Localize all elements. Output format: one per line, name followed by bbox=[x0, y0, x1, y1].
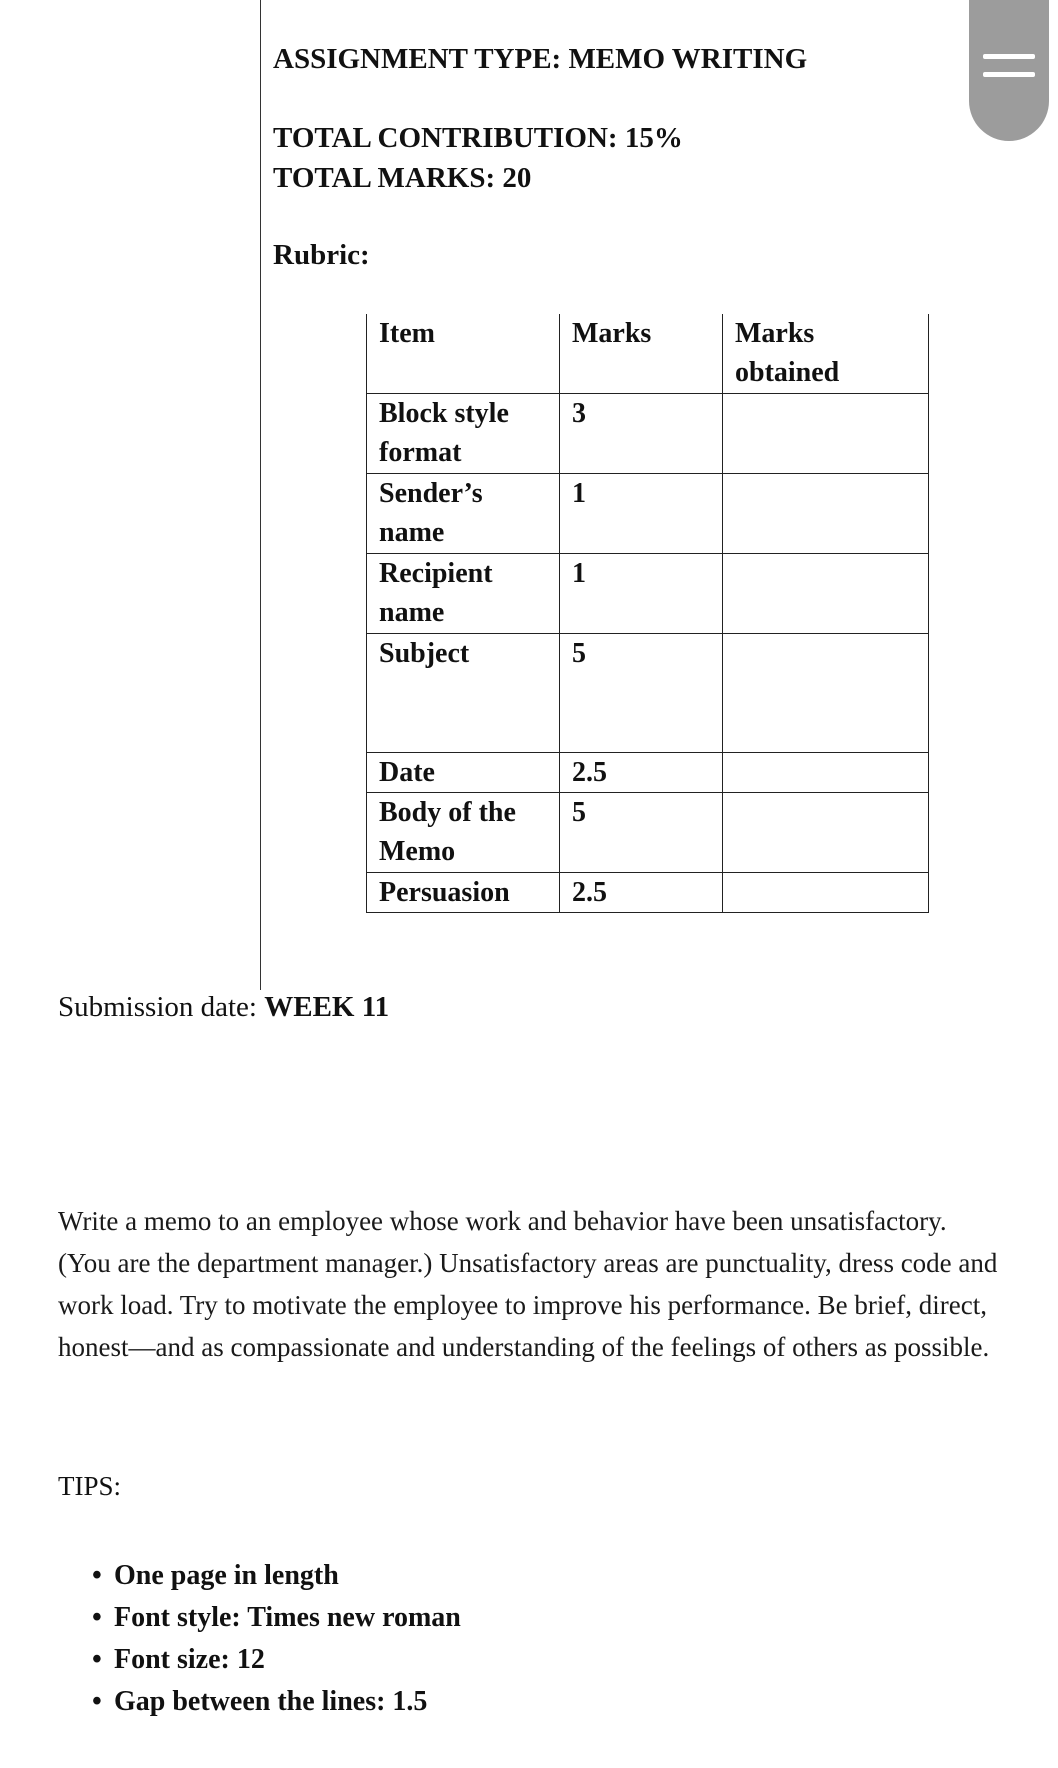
row-marks-obtained bbox=[723, 793, 929, 873]
total-marks: TOTAL MARKS: 20 bbox=[273, 162, 532, 194]
row-marks-obtained bbox=[723, 554, 929, 634]
row-marks-obtained bbox=[723, 394, 929, 474]
menu-button[interactable] bbox=[969, 0, 1049, 141]
row-item: Subject bbox=[367, 634, 560, 753]
list-item: • Font style: Times new roman bbox=[92, 1597, 461, 1639]
row-marks: 2.5 bbox=[560, 753, 723, 793]
table-row bbox=[367, 793, 929, 873]
list-item: • One page in length bbox=[92, 1555, 461, 1597]
row-item: Block style format bbox=[367, 394, 560, 474]
table-row bbox=[367, 474, 929, 554]
table-row bbox=[367, 873, 929, 913]
row-marks: 5 bbox=[560, 634, 723, 753]
assignment-type: ASSIGNMENT TYPE: MEMO WRITING bbox=[273, 43, 808, 75]
row-marks: 1 bbox=[560, 554, 723, 634]
hamburger-menu-icon-bar bbox=[983, 72, 1035, 77]
table-row bbox=[367, 394, 929, 474]
tips-list bbox=[92, 1555, 461, 1723]
row-item: Sender’s name bbox=[367, 474, 560, 554]
row-marks-obtained bbox=[723, 873, 929, 913]
table-row bbox=[367, 554, 929, 634]
list-item: • Gap between the lines: 1.5 bbox=[92, 1681, 461, 1723]
row-marks: 3 bbox=[560, 394, 723, 474]
margin-rule bbox=[260, 0, 261, 990]
row-item: Persuasion bbox=[367, 873, 560, 913]
table-row bbox=[367, 753, 929, 793]
column-header-item: Item bbox=[367, 314, 560, 394]
row-marks-obtained bbox=[723, 474, 929, 554]
row-marks: 1 bbox=[560, 474, 723, 554]
rubric-label: Rubric: bbox=[273, 239, 370, 271]
column-header-marks-obtained: Marks obtained bbox=[723, 314, 929, 394]
table-header-row bbox=[367, 314, 929, 394]
submission-value: WEEK 11 bbox=[264, 991, 390, 1023]
row-marks: 2.5 bbox=[560, 873, 723, 913]
row-marks-obtained bbox=[723, 634, 929, 753]
row-marks: 5 bbox=[560, 793, 723, 873]
column-header-marks: Marks bbox=[560, 314, 723, 394]
row-item: Date bbox=[367, 753, 560, 793]
submission-date bbox=[58, 993, 389, 1022]
total-contribution: TOTAL CONTRIBUTION: 15% bbox=[273, 122, 683, 154]
assignment-instructions: Write a memo to an employee whose work and behavior have been unsatisfactory. (You are the department manager.) Unsatisfactory areas are punctuality, dress code and work load. Try to motivate the employee to improve his performance. Be brief, direct, honest—and as compassionate and understanding of the feelings of others as possible. bbox=[58, 1206, 998, 1362]
rubric-table bbox=[366, 314, 929, 913]
submission-label: Submission date: bbox=[58, 991, 265, 1023]
tips-heading: TIPS: bbox=[58, 1471, 122, 1501]
list-item: • Font size: 12 bbox=[92, 1639, 461, 1681]
table-row bbox=[367, 634, 929, 753]
row-item: Recipient name bbox=[367, 554, 560, 634]
row-marks-obtained bbox=[723, 753, 929, 793]
hamburger-menu-icon bbox=[983, 54, 1035, 59]
row-item: Body of the Memo bbox=[367, 793, 560, 873]
